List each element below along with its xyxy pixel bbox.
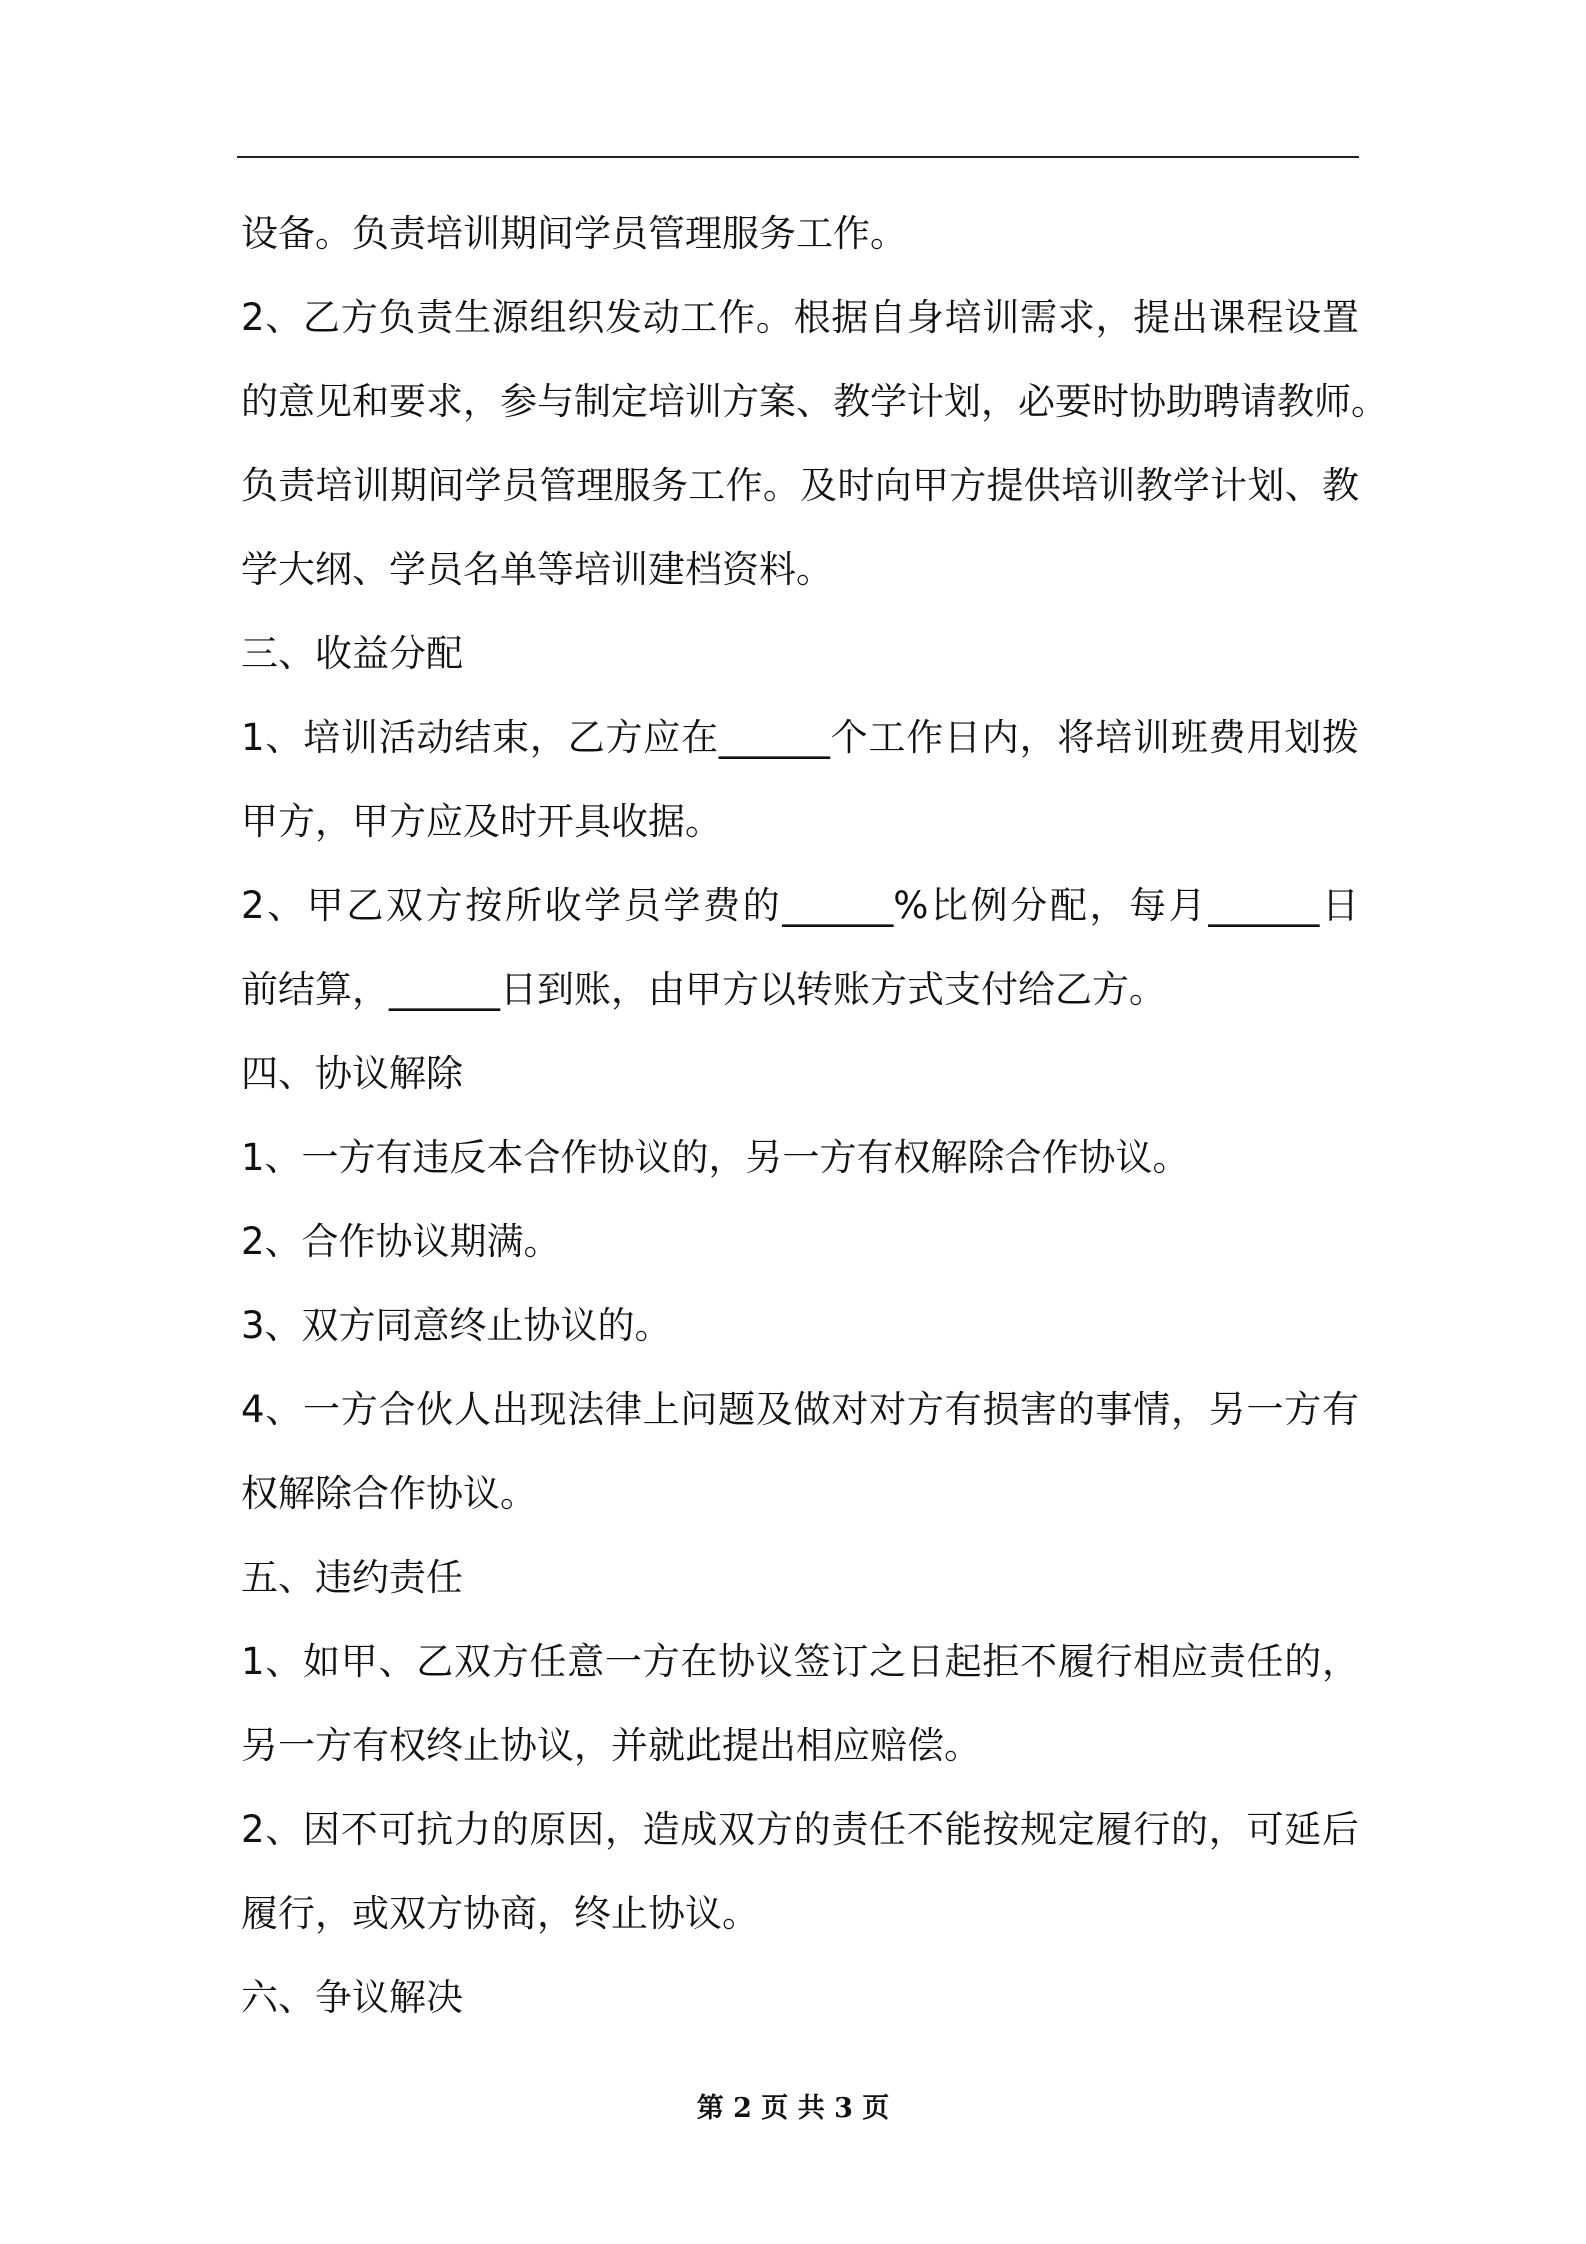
section-heading: 六、争议解决 [241,1976,463,2019]
paragraph-line: 甲方，甲方应及时开具收据。 [241,800,722,843]
paragraph-line: 2、甲乙双方按所收学员学费的______%比例分配，每月______日 [241,884,1359,927]
section-heading: 三、收益分配 [241,632,463,675]
paragraph-line: 1、培训活动结束，乙方应在______个工作日内，将培训班费用划拨 [241,716,1359,759]
page-number: 第 2 页 共 3 页 [696,2093,890,2124]
header-rule [237,156,1359,158]
paragraph-line: 4、一方合伙人出现法律上问题及做对对方有损害的事情，另一方有 [241,1388,1359,1431]
paragraph-line: 1、一方有违反本合作协议的，另一方有权解除合作协议。 [241,1136,1190,1179]
paragraph-line: 1、如甲、乙双方任意一方在协议签订之日起拒不履行相应责任的， [241,1640,1359,1683]
paragraph-line: 另一方有权终止协议，并就此提出相应赔偿。 [241,1724,981,1767]
paragraph-line: 权解除合作协议。 [241,1472,537,1515]
paragraph-line: 的意见和要求，参与制定培训方案、教学计划，必要时协助聘请教师。 [241,380,1388,423]
paragraph-line: 学大纲、学员名单等培训建档资料。 [241,548,833,591]
paragraph-line: 设备。负责培训期间学员管理服务工作。 [241,212,907,255]
paragraph-line: 3、双方同意终止协议的。 [241,1304,672,1347]
paragraph-line: 履行，或双方协商，终止协议。 [241,1892,759,1935]
section-heading: 五、违约责任 [241,1556,463,1599]
section-heading: 四、协议解除 [241,1052,463,1095]
document-body [241,192,1388,2040]
paragraph-line: 2、因不可抗力的原因，造成双方的责任不能按规定履行的，可延后 [241,1808,1359,1851]
paragraph-line: 负责培训期间学员管理服务工作。及时向甲方提供培训教学计划、教 [241,464,1359,507]
paragraph-line: 2、合作协议期满。 [241,1220,561,1263]
paragraph-line: 2、乙方负责生源组织发动工作。根据自身培训需求，提出课程设置 [241,296,1359,339]
paragraph-line: 前结算，______日到账，由甲方以转账方式支付给乙方。 [241,968,1166,1011]
